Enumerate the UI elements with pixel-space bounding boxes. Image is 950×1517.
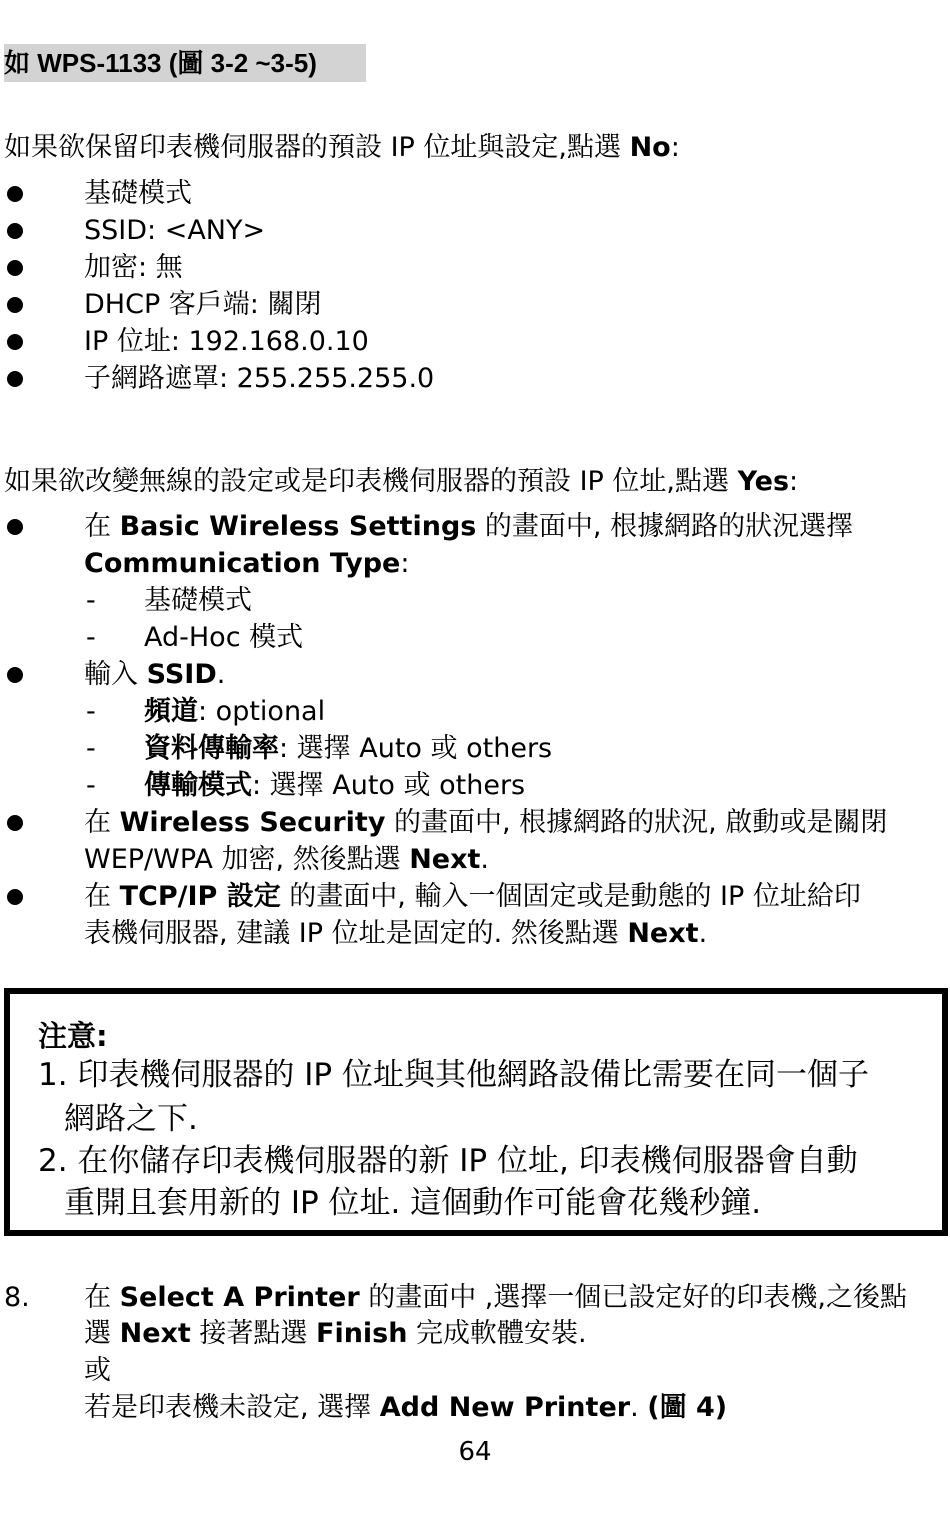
bullet-icon — [7, 889, 23, 905]
list-item-continuation — [0, 916, 950, 953]
intro-end: : — [789, 466, 799, 497]
dash-marker: - — [86, 733, 96, 764]
section-heading — [4, 44, 366, 82]
bullet-icon — [7, 815, 23, 831]
list-item — [0, 213, 950, 250]
list-item — [0, 176, 950, 213]
change-settings-intro — [4, 464, 798, 500]
note-item-1: 1. 印表機伺服器的 IP 位址與其他網路設備比需要在同一個子 — [38, 1057, 869, 1093]
default-settings-list — [0, 176, 950, 398]
bullet-icon — [7, 260, 23, 276]
change-settings-list — [0, 509, 950, 953]
step-number: 8. — [4, 1282, 30, 1313]
sub-list-item — [0, 731, 950, 768]
note-item-1-continuation: 網路之下. — [64, 1101, 198, 1137]
dash-marker: - — [86, 622, 96, 653]
list-item-text: Communication Type: — [84, 548, 410, 579]
list-item-continuation — [0, 842, 950, 879]
note-title: 注意: — [38, 1019, 108, 1053]
sub-item-text: 頻道: optional — [144, 696, 326, 727]
bullet-icon — [7, 334, 23, 350]
bullet-icon — [7, 667, 23, 683]
dash-marker: - — [86, 585, 96, 616]
list-item-text: 輸入 SSID. — [84, 659, 226, 690]
step-line-4: 若是印表機未設定, 選擇 Add New Printer. (圖 4) — [84, 1392, 728, 1423]
bullet-icon — [7, 223, 23, 239]
intro-text: 如果欲保留印表機伺服器的預設 IP 位址與設定,點選 — [4, 132, 630, 163]
intro-end: : — [670, 132, 680, 163]
note-box — [4, 988, 948, 1236]
sub-item-text: Ad-Hoc 模式 — [144, 622, 304, 653]
sub-list-item — [0, 583, 950, 620]
bullet-icon — [7, 186, 23, 202]
intro-bold: No — [629, 132, 671, 163]
list-item-text: SSID: <ANY> — [84, 215, 266, 246]
list-item — [0, 805, 950, 842]
list-item-continuation — [0, 546, 950, 583]
list-item — [0, 361, 950, 398]
step-line-3: 或 — [84, 1355, 111, 1386]
note-item-2: 2. 在你儲存印表機伺服器的新 IP 位址, 印表機伺服器會自動 — [38, 1143, 858, 1179]
sub-item-text: 傳輸模式: 選擇 Auto 或 others — [144, 770, 526, 801]
sub-list-item — [0, 620, 950, 657]
list-item-text: 在 TCP/IP 設定 的畫面中, 輸入一個固定或是動態的 IP 位址給印 — [84, 881, 861, 912]
intro-text: 如果欲改變無線的設定或是印表機伺服器的預設 IP 位址,點選 — [4, 466, 738, 497]
list-item-text: 在 Basic Wireless Settings 的畫面中, 根據網路的狀況選擇 — [84, 511, 854, 542]
list-item-text: WEP/WPA 加密, 然後點選 Next. — [84, 844, 490, 875]
heading-prefix: 如 — [4, 48, 38, 78]
bullet-icon — [7, 297, 23, 313]
sub-list-item — [0, 694, 950, 731]
list-item-text: 在 Wireless Security 的畫面中, 根據網路的狀況, 啟動或是關閉 — [84, 807, 888, 838]
list-item — [0, 657, 950, 694]
note-item-2-continuation: 重開且套用新的 IP 位址. 這個動作可能會花幾秒鐘. — [64, 1185, 762, 1221]
list-item — [0, 509, 950, 546]
list-item — [0, 324, 950, 361]
heading-text: WPS-1133 (圖 3-2 ~3-5) — [37, 48, 317, 78]
page-number: 64 — [458, 1437, 492, 1467]
sub-list-item — [0, 768, 950, 805]
list-item-text: 基礎模式 — [84, 178, 192, 209]
dash-marker: - — [86, 696, 96, 727]
sub-item-text: 資料傳輸率: 選擇 Auto 或 others — [144, 733, 553, 764]
list-item-text: 表機伺服器, 建議 IP 位址是固定的. 然後點選 Next. — [84, 918, 708, 949]
list-item — [0, 879, 950, 916]
list-item-text: 子網路遮罩: 255.255.255.0 — [84, 363, 435, 394]
step-line-2: 選 Next 接著點選 Finish 完成軟體安裝. — [84, 1318, 587, 1349]
dash-marker: - — [86, 770, 96, 801]
list-item-text: 加密: 無 — [84, 252, 183, 283]
bullet-icon — [7, 371, 23, 387]
list-item-text: DHCP 客戶端: 關閉 — [84, 289, 322, 320]
list-item-text: IP 位址: 192.168.0.10 — [84, 326, 369, 357]
sub-item-text: 基礎模式 — [144, 585, 252, 616]
list-item — [0, 287, 950, 324]
list-item — [0, 250, 950, 287]
intro-bold: Yes — [737, 466, 790, 497]
bullet-icon — [7, 519, 23, 535]
keep-defaults-intro — [4, 130, 680, 166]
step-line-1: 在 Select A Printer 的畫面中 ,選擇一個已設定好的印表機,之後點 — [84, 1282, 907, 1313]
